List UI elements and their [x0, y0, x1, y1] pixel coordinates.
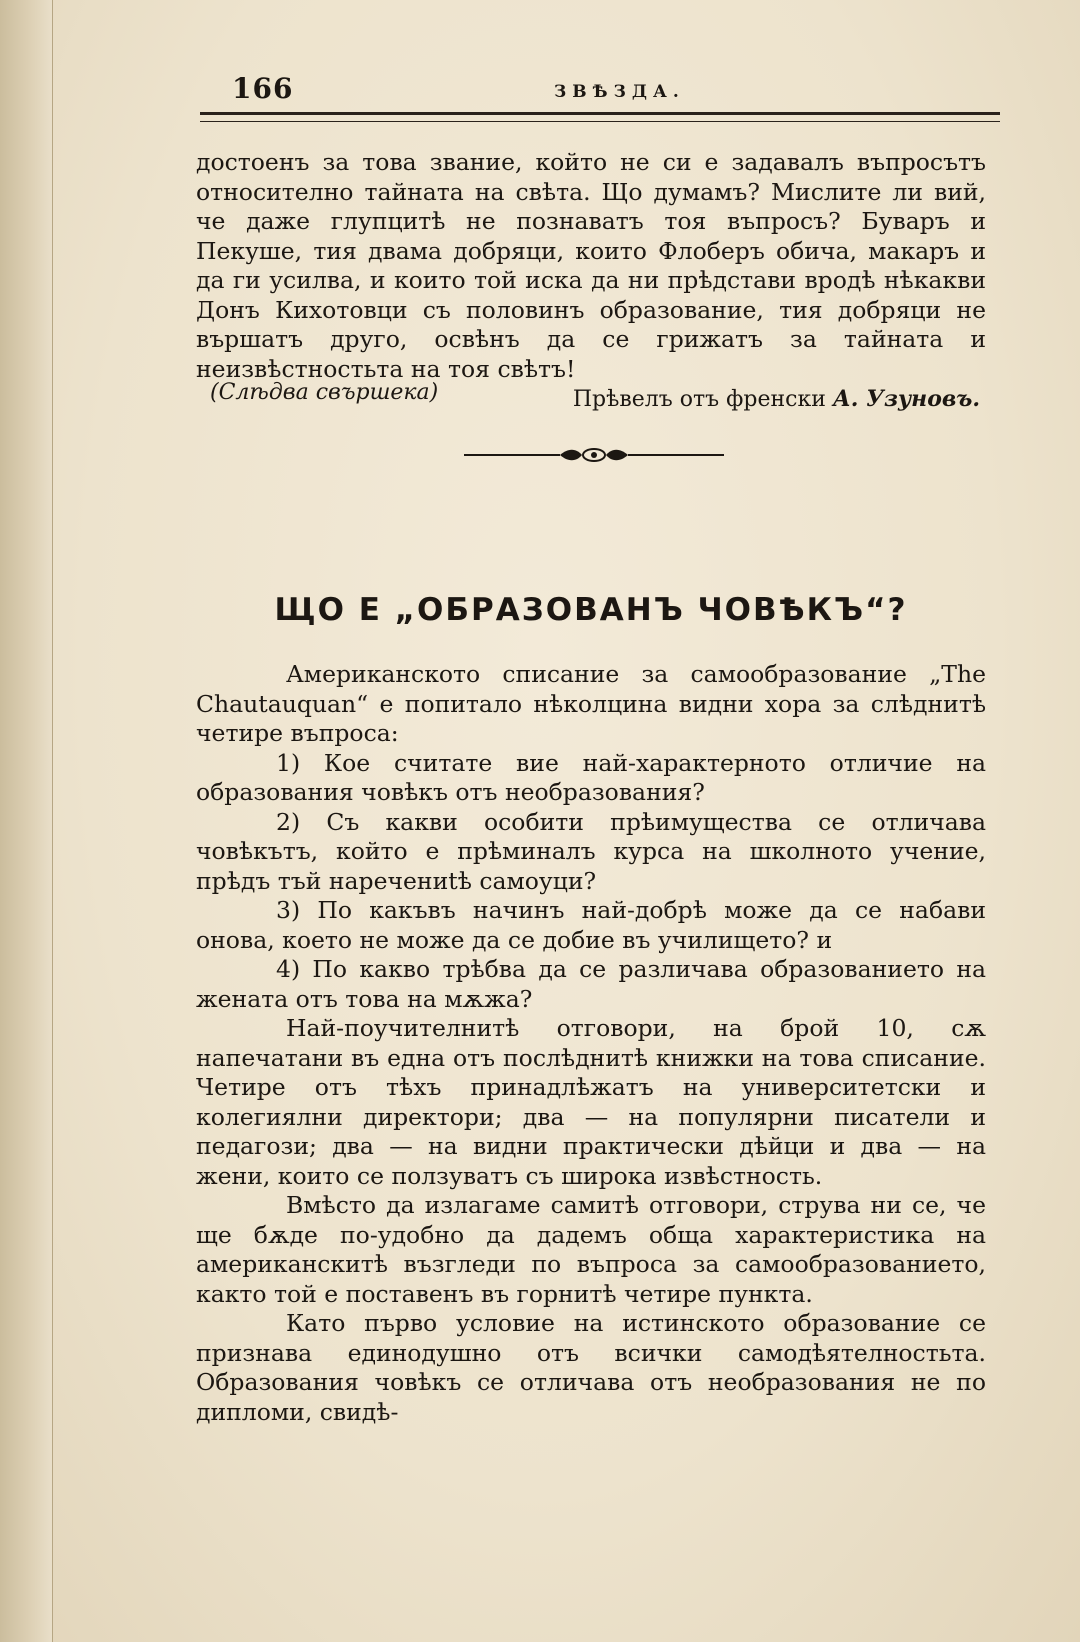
continues-note: (Слѣдва свършека)	[210, 380, 439, 405]
header-rule	[200, 112, 1000, 122]
running-title: ЗВѢЗДА.	[554, 82, 685, 102]
question-item: 2) Съ какви особити прѣимущества се отличава човѣкътъ, който е прѣминалъ курса на школното учение, прѣдъ тъй наречениtѣ самоуци?	[196, 807, 986, 895]
continued-text	[196, 148, 986, 384]
question-item: 4) По какво трѣбва да се различава образованието на жената отъ това на мѫжа?	[196, 955, 986, 1013]
page-number: 166	[232, 72, 294, 105]
translator-prefix: Прѣвелъ отъ френски	[572, 387, 826, 412]
article-intro: Американското списание за самообразование „The Chautauquan“ е попитало нѣколцина видни хора за слѣднитѣ четире въпроса:	[196, 660, 986, 747]
page-gutter	[0, 0, 53, 1642]
translator-name: А. Узуновъ.	[832, 386, 980, 412]
question-item: 1) Кое считате вие най-характерното отличие на образования човѣкъ отъ необразования?	[196, 748, 986, 806]
question-item: 3) По какъвъ начинъ най-добрѣ може да се набави онова, което не може да се добие въ училището? и	[196, 896, 986, 954]
article-paragraph: Като първо условие на истинското образование се признава единодушно отъ всички самодѣятелностьта. Образования човѣкъ се отличава отъ необразования не по дипломи, свидѣ-	[196, 1309, 986, 1426]
continued-paragraph: достоенъ за това звание, който не си е задавалъ въпросътъ относително тайната на свѣта. Що думамъ? Мислите ли вий, че даже глупцитѣ не познаватъ тоя въпросъ? Буваръ и Пекуше, тия двама добряци, които Флоберъ обича, макаръ и да ги усилва, и които той иска да ни прѣдстави вродѣ нѣкакви Донъ Кихотовци съ половинъ образование, тия добряци не вършатъ друго, освѣнъ да се грижатъ за тайната и неизвѣстностьта на тоя свѣтъ!	[196, 148, 986, 383]
article-paragraph: Вмѣсто да излагаме самитѣ отговори, струва ни се, че ще бѫде по-удобно да дадемъ обща характеристика на американскитѣ възгледи по въпроса за самообразованието, както той е поставенъ въ горнитѣ четире пункта.	[196, 1191, 986, 1308]
page-header	[232, 72, 992, 112]
section-footer	[210, 380, 990, 414]
article-paragraph: Най-поучителнитѣ отговори, на брой 10, сѫ напечатани въ една отъ послѣднитѣ книжки на това списание. Четире отъ тѣхъ принадлѣжатъ на университетски и колегиялни директори; два — на популярни писатели и педагози; два — на видни практически дѣйци и два — на жени, които се ползуватъ съ широка извѣстность.	[196, 1014, 986, 1190]
article-body	[196, 660, 986, 1427]
translator-credit	[573, 386, 980, 412]
article-title: ЩО Е „ОБРАЗОВАНЪ ЧОВѢКЪ“?	[274, 592, 908, 628]
ornament-divider	[464, 446, 724, 464]
